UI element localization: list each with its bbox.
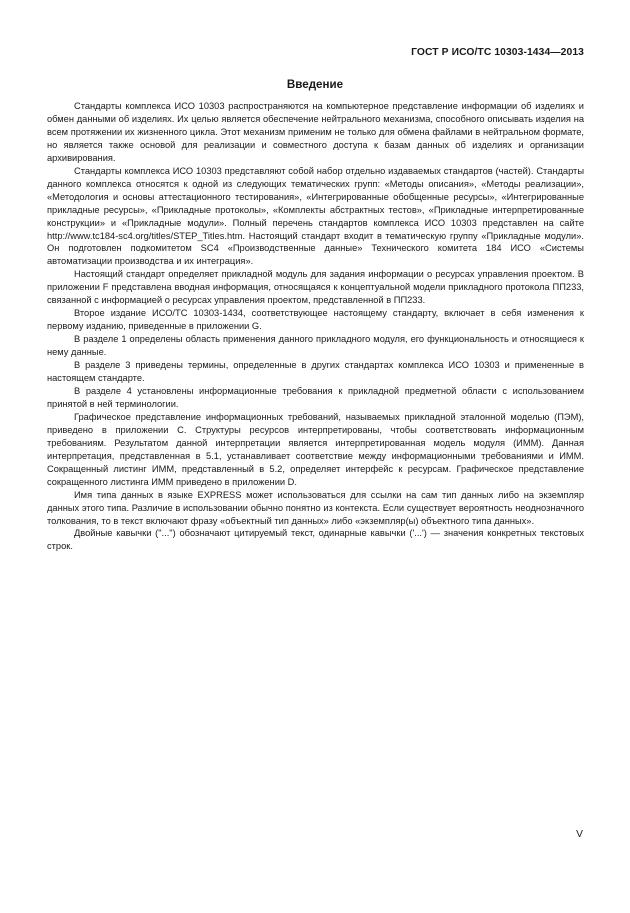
paragraph: Стандарты комплекса ИСО 10303 распространяются на компьютерное представление информации об изделиях и обмен данными об изделиях. Их целью является обеспечение нейтрального механизма, способного описывать изделия на всем протяжении их жизненного цикла. Этот механизм применим не только для обмена файлами в нейтральном формате, но является также основой для реализации и совместного доступа к базам данных об изделиях и организации архивирования. bbox=[47, 101, 584, 163]
paragraph: В разделе 4 установлены информационные требования к прикладной предметной области с использованием принятой в ней терминологии. bbox=[47, 385, 584, 409]
paragraph: В разделе 3 приведены термины, определенные в других стандартах комплекса ИСО 10303 и примененные в настоящем стандарте. bbox=[47, 360, 584, 384]
page-number: V bbox=[576, 829, 583, 840]
paragraph: Двойные кавычки ("...") обозначают цитируемый текст, одинарные кавычки ('...') — значения конкретных текстовых строк. bbox=[47, 528, 584, 552]
paragraph: Графическое представление информационных требований, называемых прикладной эталонной моделью (ПЭМ), приведено в приложении С. Структуры ресурсов интерпретированы, чтобы соответствовать информационным требованиям. Результатом данной интерпретации является интерпретированная модель модуля (ИММ). Данная интерпретация, представленная в 5.1, устанавливает соответствие между информационными требованиями и ИММ. Сокращенный листинг ИММ, представленный в 5.2, определяет интерфейс к ресурсам. Графическое представление сокращенного листинга ИММ приведено в приложении D. bbox=[47, 411, 584, 487]
paragraph: Второе издание ИСО/ТС 10303-1434, соответствующее настоящему стандарту, включает в себя изменения к первому изданию, приведенные в приложении G. bbox=[47, 308, 584, 332]
paragraph: Стандарты комплекса ИСО 10303 представляют собой набор отдельно издаваемых стандартов (частей). Стандарты данного комплекса относятся к одной из следующих тематических групп: «Методы описания», «Методы реализации», «Методология и основы аттестационного тестирования», «Интегрированные обобщенные ресурсы», «Интегрированные прикладные ресурсы», «Прикладные протоколы», «Комплекты абстрактных тестов», «Прикладные интерпретированные конструкции» и «Прикладные модули». Полный перечень стандартов комплекса ИСО 10303 представлен на сайте http://www.tc184-sc4.org/titles/STEP_Titles.htm. Настоящий стандарт входит в тематическую группу «Прикладные модули». Он подготовлен подкомитетом SC4 «Производственные данные» Технического комитета 184 ИСО «Системы автоматизации производства и их интеграция». bbox=[47, 165, 584, 267]
page-title: Введение bbox=[286, 78, 344, 91]
paragraph: Имя типа данных в языке EXPRESS может использоваться для ссылки на сам тип данных либо на экземпляр данных этого типа. Различие в использовании обычно понятно из контекста. Если существует вероятность неоднозначного толкования, то в текст включают фразу «объектный тип данных» либо «экземпляр(ы) объектного типа данных». bbox=[47, 489, 584, 526]
document-code: ГОСТ Р ИСО/ТС 10303-1434—2013 bbox=[411, 47, 584, 58]
paragraph: В разделе 1 определены область применения данного прикладного модуля, его функциональность и относящиеся к нему данные. bbox=[47, 334, 584, 358]
paragraph: Настоящий стандарт определяет прикладной модуль для задания информации о ресурсах управления проектом. В приложении F представлена вводная информация, относящаяся к концептуальной модели прикладного протокола ПП233, связанной с информацией о ресурсах управления проектом, представленной в ПП233. bbox=[47, 269, 584, 306]
body-text bbox=[47, 100, 584, 553]
